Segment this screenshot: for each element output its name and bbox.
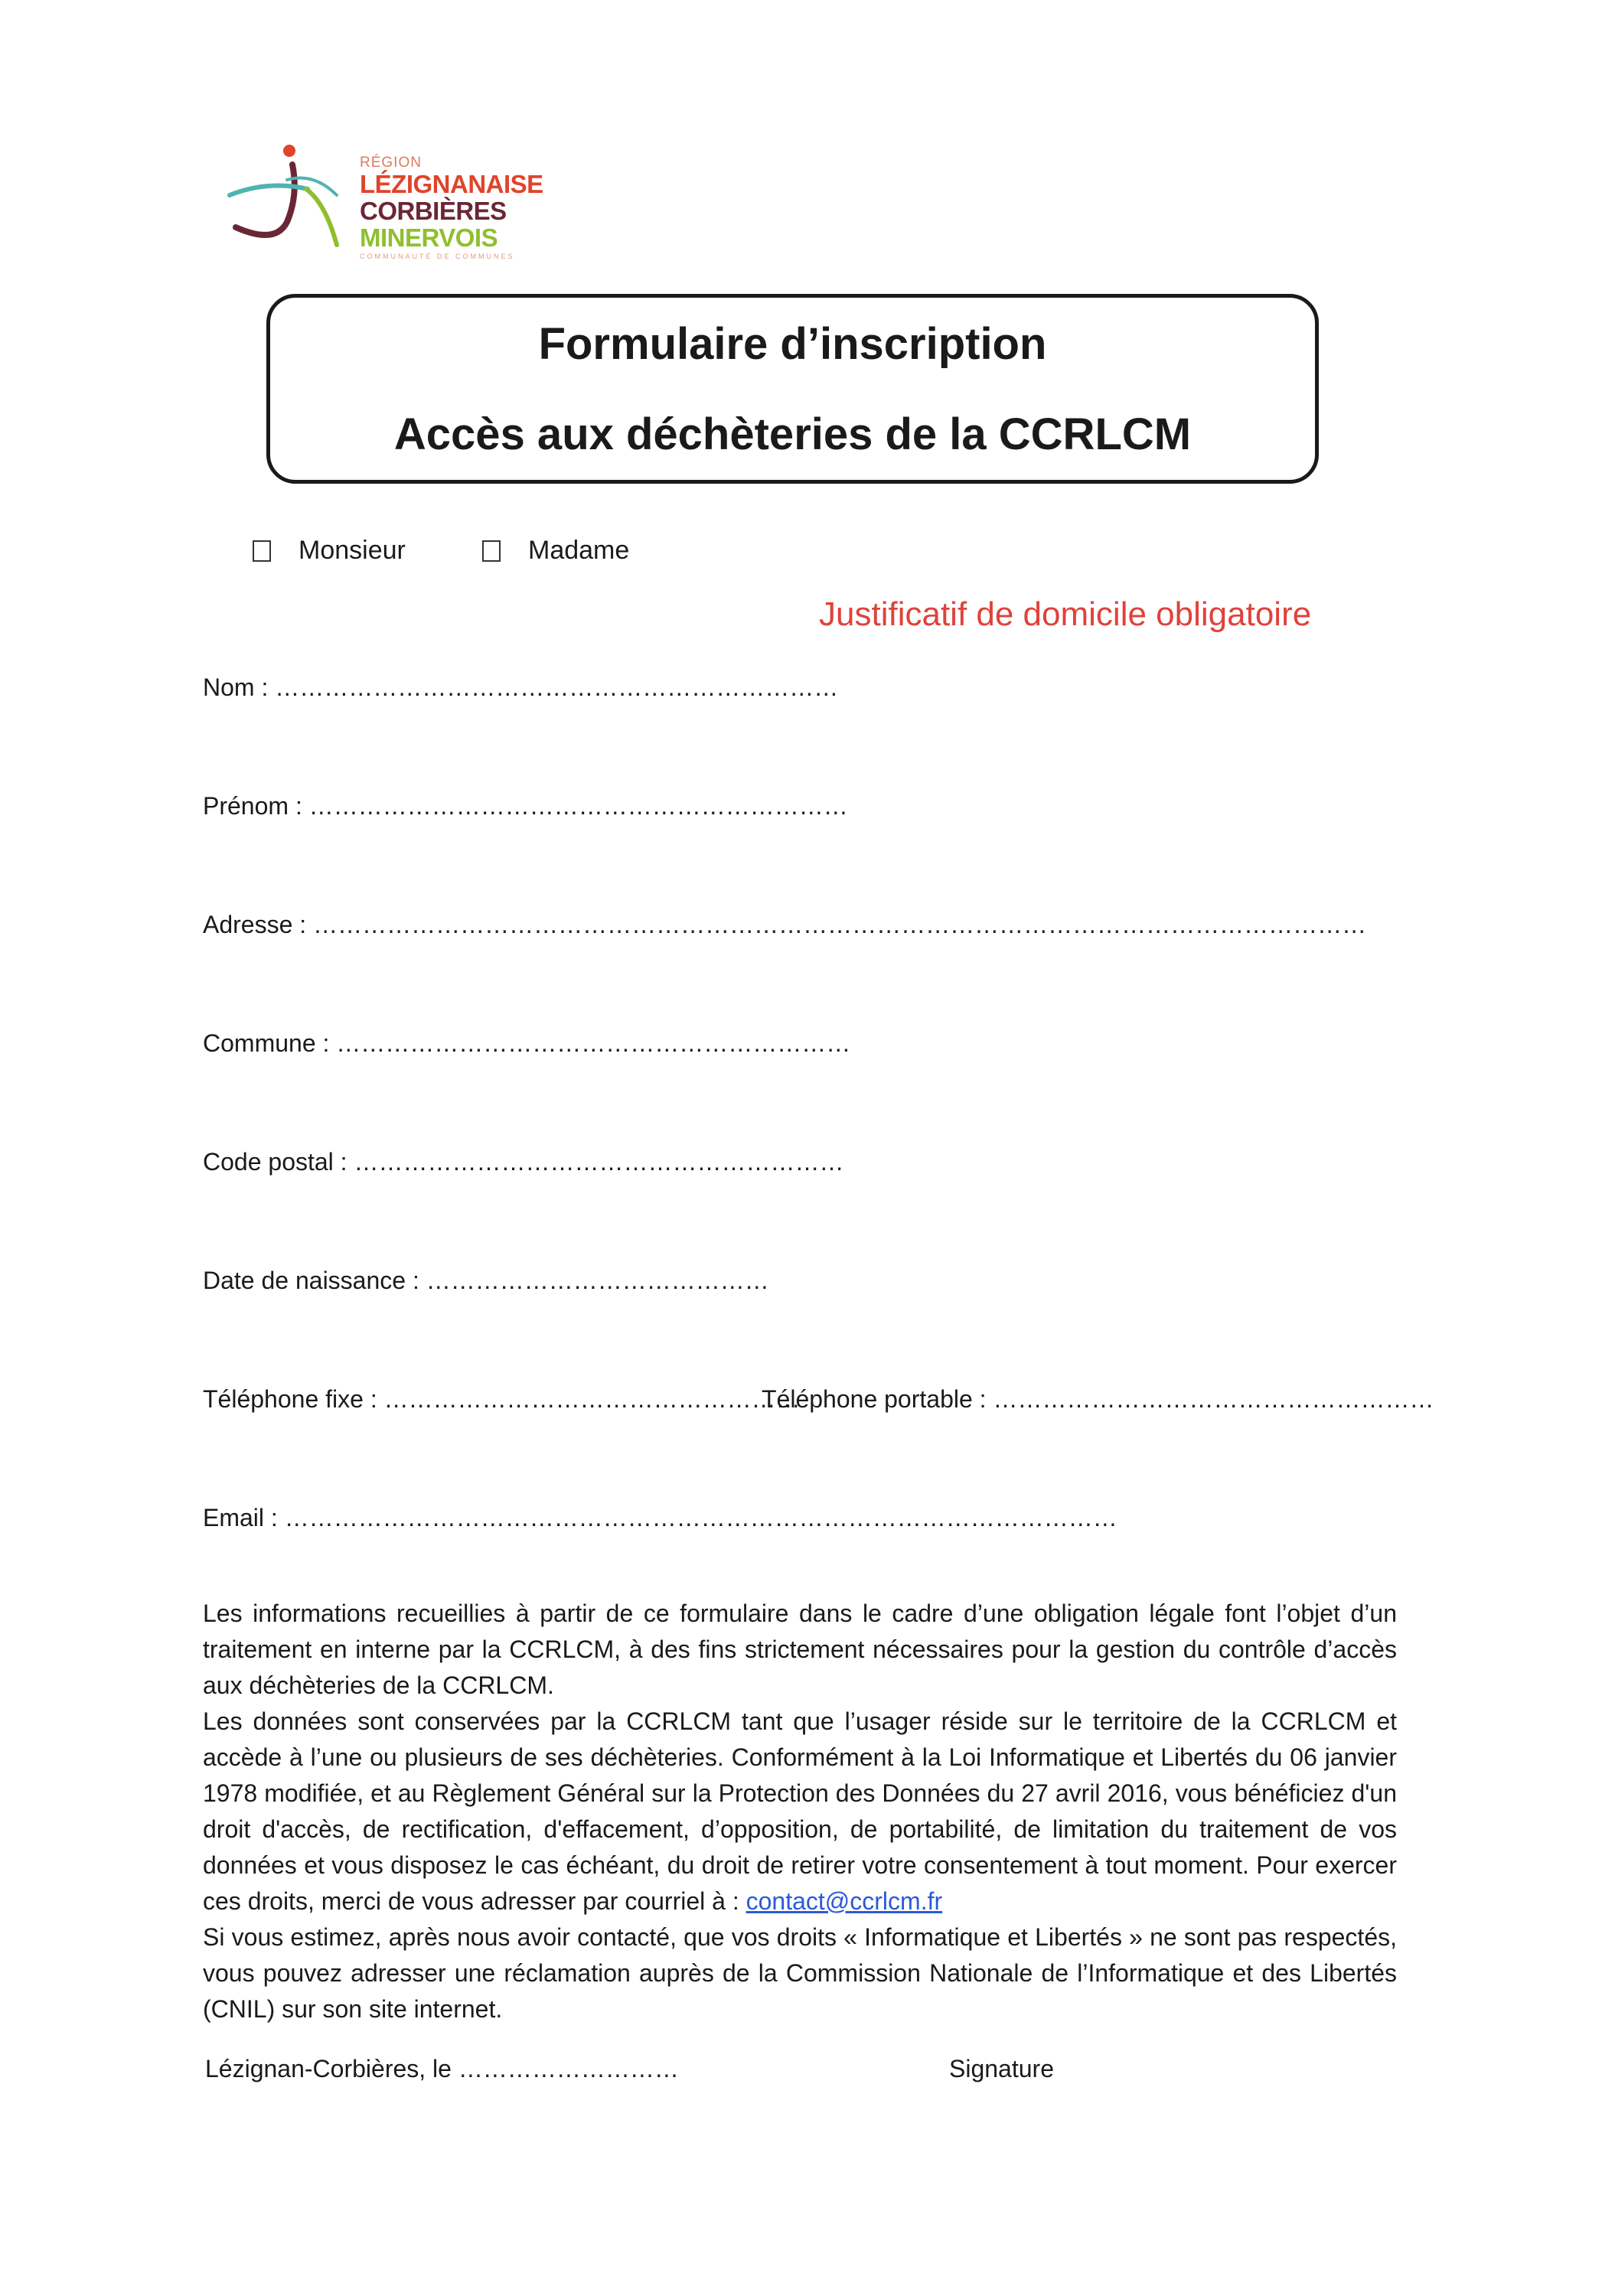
tel-fixe-dots[interactable]: …………………………………………… (383, 1385, 801, 1413)
logo-figure-icon (222, 142, 360, 272)
legal-paragraph-2-text: Les données sont conservées par la CCRLCM tant que l’usager réside sur le territoire de la CCRLCM et accède à l’une ou plusieurs de ses déchèteries. Conformément à la Loi Informatique et Libertés du 06 janvier 1978 modifiée, et au Règlement Général sur la Protection des Données du 27 avril 2016, vous bénéficiez d'un droit d'accès, de rectification, d'effacement, d’opposition, de portabilité, de limitation du traitement de vos données et vous disposez le cas échéant, du droit de retirer votre consentement à tout moment. Pour exercer ces droits, merci de vous adresser par courriel à : (203, 1707, 1397, 1915)
date-naissance-dots[interactable]: …………………………………… (426, 1267, 769, 1294)
civility-monsieur[interactable] (253, 536, 406, 566)
monsieur-label: Monsieur (299, 536, 406, 565)
nom-dots[interactable]: …………………………………………………………… (275, 673, 839, 701)
date-naissance-field[interactable] (203, 1267, 769, 1295)
tel-fixe-field[interactable] (203, 1385, 801, 1414)
tel-portable-label: Téléphone portable : (762, 1385, 987, 1413)
code-postal-field[interactable] (203, 1148, 843, 1176)
title-box (266, 294, 1319, 484)
code-postal-label: Code postal : (203, 1148, 347, 1176)
legal-paragraph-1: Les informations recueillies à partir de ce formulaire dans le cadre d’une obligation légale font l’objet d’un traitement en interne par la CCRLCM, à des fins strictement nécessaires pour la gestion du contrôle d’accès aux déchèteries de la CCRLCM. (203, 1600, 1397, 1699)
code-postal-dots[interactable]: …………………………………………………… (354, 1148, 844, 1176)
date-naissance-label: Date de naissance : (203, 1267, 419, 1294)
logo-line-3: MINERVOIS (360, 223, 498, 252)
tel-portable-dots[interactable]: ……………………………………………… (993, 1385, 1434, 1413)
commune-dots[interactable]: ……………………………………………………… (336, 1029, 851, 1057)
prenom-label: Prénom : (203, 792, 302, 820)
commune-field[interactable] (203, 1029, 850, 1058)
logo-line-1: LÉZIGNANAISE (360, 170, 543, 198)
commune-label: Commune : (203, 1029, 330, 1057)
contact-email-link[interactable]: contact@ccrlcm.fr (746, 1887, 943, 1915)
nom-field[interactable] (203, 673, 838, 702)
signature-label: Signature (949, 2055, 1054, 2082)
legal-paragraph-2 (203, 1704, 1397, 1919)
adresse-dots[interactable]: ………………………………………………………………………………………………………………… (313, 911, 1367, 938)
logo (222, 142, 543, 272)
adresse-label: Adresse : (203, 911, 307, 938)
email-field[interactable] (203, 1504, 1117, 1532)
legal-paragraph-3: Si vous estimez, après nous avoir contacté, que vos droits « Informatique et Libertés » ne sont pas respectés, vous pouvez adresser une réclamation auprès de la Commission Nationale de l’Informatique et des Libertés (CNIL) sur son site internet. (203, 1923, 1397, 2023)
form-subtitle: Accès aux déchèteries de la CCRLCM (393, 409, 1192, 459)
logo-region: RÉGION (360, 155, 422, 171)
monsieur-checkbox[interactable] (253, 540, 271, 562)
prenom-dots[interactable]: ………………………………………………………… (308, 792, 848, 820)
nom-label: Nom : (203, 673, 269, 701)
madame-label: Madame (528, 536, 630, 565)
civility-madame[interactable] (482, 536, 629, 566)
domicile-notice: Justificatif de domicile obligatoire (819, 595, 1312, 633)
adresse-field[interactable] (203, 911, 1366, 939)
place-date-dots[interactable]: ……………………… (458, 2055, 679, 2082)
logo-line-2: CORBIÈRES (360, 197, 507, 225)
legal-notice (203, 1596, 1397, 2027)
tel-fixe-label: Téléphone fixe : (203, 1385, 377, 1413)
madame-checkbox[interactable] (482, 540, 501, 562)
logo-subtitle: COMMUNAUTÉ DE COMMUNES (360, 253, 515, 260)
email-dots[interactable]: ………………………………………………………………………………………… (284, 1504, 1117, 1531)
place-label: Lézignan-Corbières, le (205, 2055, 452, 2082)
form-title: Formulaire d’inscription (538, 319, 1047, 369)
place-date-field[interactable] (205, 2055, 679, 2083)
tel-portable-field[interactable] (762, 1385, 1434, 1414)
email-label: Email : (203, 1504, 278, 1531)
prenom-field[interactable] (203, 792, 848, 820)
